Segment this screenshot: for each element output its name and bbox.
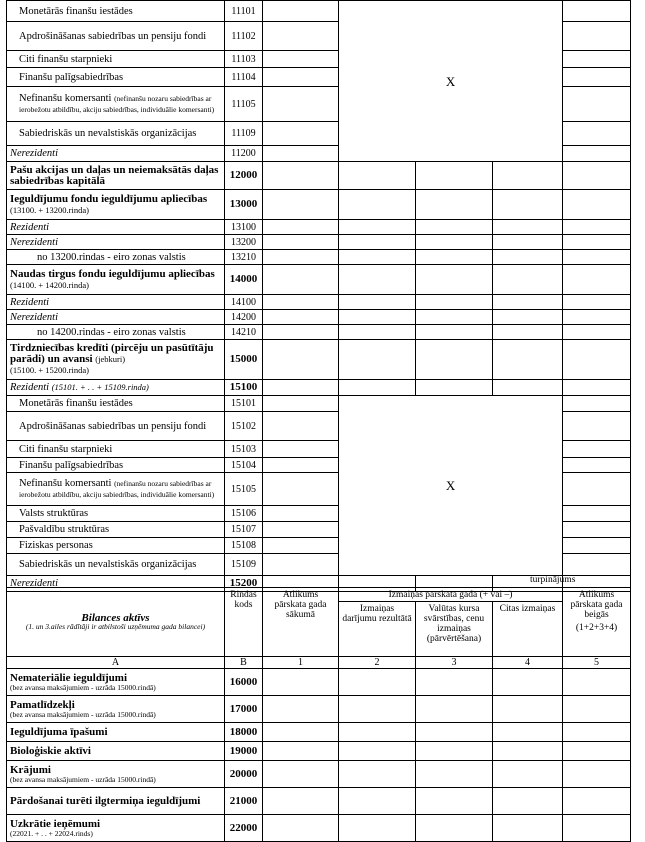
start-balance-header: Atlikums pārskata gada sākumā [263, 588, 339, 657]
row-code: 15107 [225, 522, 263, 538]
value-cell[interactable] [263, 538, 339, 554]
row-code: 15108 [225, 538, 263, 554]
value-cell[interactable] [563, 146, 631, 162]
value-cell[interactable] [339, 190, 416, 220]
value-cell[interactable] [416, 162, 493, 190]
end-balance-header: Atlikums pārskata gada beigās (1+2+3+4) [563, 588, 631, 657]
value-cell[interactable] [339, 310, 416, 325]
value-cell[interactable] [493, 162, 563, 190]
value-cell[interactable] [563, 220, 631, 235]
row-code: 11102 [225, 22, 263, 51]
value-cell[interactable] [563, 554, 631, 576]
value-cell[interactable] [263, 310, 339, 325]
value-cell[interactable] [563, 788, 631, 815]
value-cell[interactable] [263, 162, 339, 190]
row-label: Pārdošanai turēti ilgtermiņa ieguldījumi [7, 788, 225, 815]
row-note: (nefinanšu nozaru sabiedrības ar ierobežotu atbildību, akciju sabiedrības, individuālie komersanti) [19, 479, 215, 499]
value-cell[interactable] [263, 669, 339, 696]
value-cell[interactable] [339, 325, 416, 340]
row-label: Finanšu palīgsabiedrības [7, 458, 225, 473]
value-cell[interactable] [263, 1, 339, 22]
fx-header: Valūtas kursa svārstības, cenu izmaiņas (pārvērtēšana) [416, 602, 493, 657]
table-row [7, 325, 631, 340]
row-note: (15100. + 15200.rinda) [10, 365, 89, 375]
value-cell[interactable] [263, 22, 339, 51]
table-row [7, 162, 631, 190]
value-cell[interactable] [339, 742, 416, 761]
row-note: (14100. + 14200.rinda) [10, 279, 89, 290]
row-code: 11103 [225, 51, 263, 68]
value-cell[interactable] [416, 325, 493, 340]
value-cell[interactable] [563, 458, 631, 473]
row-label: Nemateriālie ieguldījumi (bez avansa maksājumiem - uzrāda 15000.rindā) [7, 669, 225, 696]
row-code: 20000 [225, 761, 263, 788]
row-note: (15101. + . . + 15109.rinda) [51, 382, 149, 392]
value-cell[interactable] [263, 506, 339, 522]
value-cell[interactable] [563, 250, 631, 265]
value-cell[interactable] [339, 815, 416, 842]
value-cell[interactable] [263, 325, 339, 340]
continuation-label: turpinājums [530, 575, 576, 585]
row-label: Nefinanšu komersanti (nefinanšu nozaru sabiedrības ar ierobežotu atbildību, akciju sabiedrības, individuālie komersanti) [7, 473, 225, 506]
row-code: 22000 [225, 815, 263, 842]
row-code: 15105 [225, 473, 263, 506]
row-code: 14000 [225, 265, 263, 295]
value-cell[interactable] [263, 190, 339, 220]
row-label: Pašvaldību struktūras [7, 522, 225, 538]
row-label: Krājumi (bez avansa maksājumiem - uzrāda 15000.rindā) [7, 761, 225, 788]
column-letters-row [7, 657, 631, 669]
value-cell[interactable] [563, 538, 631, 554]
value-cell[interactable] [263, 146, 339, 162]
value-cell[interactable] [416, 696, 493, 723]
row-label: Sabiedriskās un nevalstiskās organizācijas [7, 554, 225, 576]
value-cell[interactable] [493, 788, 563, 815]
value-cell[interactable] [493, 380, 563, 396]
row-label: Uzkrātie ieņēmumi (22021. + . . + 22024.rinds) [7, 815, 225, 842]
value-cell[interactable] [416, 669, 493, 696]
row-label: Rezidenti (15101. + . . + 15109.rinda) [7, 380, 225, 396]
balance-assets-table [6, 587, 631, 842]
value-cell[interactable] [339, 380, 416, 396]
value-cell[interactable] [493, 310, 563, 325]
row-label: no 13200.rindas - eiro zonas valstis [7, 250, 225, 265]
table-row [7, 340, 631, 380]
value-cell[interactable] [339, 235, 416, 250]
value-cell[interactable] [263, 742, 339, 761]
value-cell[interactable] [563, 68, 631, 87]
row-label: Ieguldījuma īpašumi [7, 723, 225, 742]
row-label: Citi finanšu starpnieki [7, 51, 225, 68]
value-cell[interactable] [263, 122, 339, 146]
value-cell[interactable] [563, 396, 631, 412]
row-note-inline: (jebkuri) [95, 354, 126, 364]
row-label: Nerezidenti [7, 235, 225, 250]
table-row [7, 761, 631, 788]
value-cell[interactable] [416, 220, 493, 235]
table-row [7, 742, 631, 761]
row-code: 15102 [225, 412, 263, 441]
value-cell[interactable] [263, 788, 339, 815]
row-note: (13100. + 13200.rinda) [10, 204, 89, 215]
value-cell[interactable] [416, 723, 493, 742]
value-cell[interactable] [563, 87, 631, 122]
value-cell[interactable] [263, 761, 339, 788]
cross-mark: X [339, 396, 563, 576]
table-row [7, 295, 631, 310]
row-note: (bez avansa maksājumiem - uzrāda 15000.rindā) [10, 682, 156, 692]
value-cell[interactable] [339, 250, 416, 265]
value-cell[interactable] [493, 742, 563, 761]
value-cell[interactable] [263, 340, 339, 380]
value-cell[interactable] [416, 340, 493, 380]
value-cell[interactable] [416, 310, 493, 325]
value-cell[interactable] [339, 340, 416, 380]
value-cell[interactable] [263, 473, 339, 506]
row-code: 13200 [225, 235, 263, 250]
table-row [7, 310, 631, 325]
value-cell[interactable] [563, 742, 631, 761]
value-cell[interactable] [263, 554, 339, 576]
value-cell[interactable] [563, 761, 631, 788]
value-cell[interactable] [493, 250, 563, 265]
value-cell[interactable] [339, 723, 416, 742]
table-row [7, 815, 631, 842]
value-cell[interactable] [563, 122, 631, 146]
row-note: (nefinanšu nozaru sabiedrības ar ierobežotu atbildību, akciju sabiedrības, individuālie komersanti) [19, 94, 215, 114]
value-cell[interactable] [563, 265, 631, 295]
value-cell[interactable] [493, 295, 563, 310]
code-header: Rindas kods [225, 588, 263, 657]
deals-header: Izmaiņas darījumu rezultātā [339, 602, 416, 657]
row-label: Finanšu palīgsabiedrības [7, 68, 225, 87]
table-row [7, 265, 631, 295]
column-letter: 1 [263, 657, 339, 669]
value-cell[interactable] [493, 815, 563, 842]
value-cell[interactable] [263, 265, 339, 295]
row-note: (bez avansa maksājumiem - uzrāda 15000.rindā) [10, 709, 156, 719]
balance-assets-header [7, 588, 225, 657]
column-letter: 5 [563, 657, 631, 669]
column-letter: A [7, 657, 225, 669]
value-cell[interactable] [563, 696, 631, 723]
value-cell[interactable] [563, 22, 631, 51]
row-label: Apdrošināšanas sabiedrības un pensiju fondi [7, 22, 225, 51]
value-cell[interactable] [563, 1, 631, 22]
row-label: Tirdzniecības kredīti (pircēju un pasūtītāju parādi) un avansi (jebkuri) (15100. + 15200.rinda) [7, 340, 225, 380]
value-cell[interactable] [263, 723, 339, 742]
row-label: Sabiedriskās un nevalstiskās organizācijas [7, 122, 225, 146]
table-row [7, 723, 631, 742]
value-cell[interactable] [339, 295, 416, 310]
row-code: 12000 [225, 162, 263, 190]
row-label: Pašu akcijas un daļas un neiemaksātās daļas sabiedrības kapitālā [7, 162, 225, 190]
column-letter: 4 [493, 657, 563, 669]
value-cell[interactable] [563, 412, 631, 441]
row-label: Citi finanšu starpnieki [7, 441, 225, 458]
row-code: 11200 [225, 146, 263, 162]
column-letter: 3 [416, 657, 493, 669]
value-cell[interactable] [563, 235, 631, 250]
row-code: 15101 [225, 396, 263, 412]
row-code: 14200 [225, 310, 263, 325]
row-code: 19000 [225, 742, 263, 761]
row-code: 15000 [225, 340, 263, 380]
table-row [7, 696, 631, 723]
row-code: 15103 [225, 441, 263, 458]
value-cell[interactable] [263, 522, 339, 538]
value-cell[interactable] [263, 396, 339, 412]
row-label: no 14200.rindas - eiro zonas valstis [7, 325, 225, 340]
value-cell[interactable] [493, 696, 563, 723]
value-cell[interactable] [493, 220, 563, 235]
value-cell[interactable] [563, 506, 631, 522]
value-cell[interactable] [416, 295, 493, 310]
value-cell[interactable] [563, 190, 631, 220]
table-row [7, 220, 631, 235]
value-cell[interactable] [416, 265, 493, 295]
row-code: 14210 [225, 325, 263, 340]
row-label: Monetārās finanšu iestādes [7, 1, 225, 22]
value-cell[interactable] [263, 380, 339, 396]
value-cell[interactable] [416, 761, 493, 788]
row-note: (bez avansa maksājumiem - uzrāda 15000.rindā) [10, 774, 156, 784]
value-cell[interactable] [563, 325, 631, 340]
cross-mark: X [339, 1, 563, 162]
value-cell[interactable] [416, 815, 493, 842]
row-label: Rezidenti [7, 220, 225, 235]
value-cell[interactable] [563, 473, 631, 506]
header-row [7, 588, 631, 602]
value-cell[interactable] [563, 162, 631, 190]
value-cell[interactable] [416, 742, 493, 761]
value-cell[interactable] [339, 265, 416, 295]
value-cell[interactable] [493, 723, 563, 742]
row-label: Valsts struktūras [7, 506, 225, 522]
value-cell[interactable] [493, 669, 563, 696]
row-label: Nerezidenti [7, 576, 225, 592]
value-cell[interactable] [339, 761, 416, 788]
value-cell[interactable] [416, 235, 493, 250]
value-cell[interactable] [263, 458, 339, 473]
row-label: Bioloģiskie aktīvi [7, 742, 225, 761]
row-label: Naudas tirgus fondu ieguldījumu apliecības (14100. + 14200.rinda) [7, 265, 225, 295]
table-row [7, 396, 631, 412]
value-cell[interactable] [563, 295, 631, 310]
value-cell[interactable] [563, 310, 631, 325]
table-row [7, 788, 631, 815]
row-label: Nerezidenti [7, 310, 225, 325]
table-row [7, 190, 631, 220]
value-cell[interactable] [263, 87, 339, 122]
row-code: 17000 [225, 696, 263, 723]
value-cell[interactable] [493, 325, 563, 340]
value-cell[interactable] [263, 51, 339, 68]
value-cell[interactable] [416, 788, 493, 815]
changes-header: Izmaiņas pārskata gadā (+ vai –) [339, 588, 563, 602]
table-row [7, 669, 631, 696]
table-row [7, 250, 631, 265]
value-cell[interactable] [339, 696, 416, 723]
value-cell[interactable] [493, 340, 563, 380]
row-label: Nefinanšu komersanti (nefinanšu nozaru sabiedrības ar ierobežotu atbildību, akciju sabiedrības, individuālie komersanti) [7, 87, 225, 122]
row-code: 18000 [225, 723, 263, 742]
row-code: 15106 [225, 506, 263, 522]
value-cell[interactable] [563, 340, 631, 380]
value-cell[interactable] [339, 220, 416, 235]
column-letter: B [225, 657, 263, 669]
table-row [7, 235, 631, 250]
value-cell[interactable] [339, 788, 416, 815]
table-row [7, 380, 631, 396]
value-cell[interactable] [263, 815, 339, 842]
row-label: Ieguldījumu fondu ieguldījumu apliecības (13100. + 13200.rinda) [7, 190, 225, 220]
value-cell[interactable] [563, 815, 631, 842]
financial-assets-table [6, 0, 631, 592]
row-code: 13000 [225, 190, 263, 220]
row-label: Nerezidenti [7, 146, 225, 162]
value-cell[interactable] [563, 441, 631, 458]
value-cell[interactable] [263, 696, 339, 723]
value-cell[interactable] [416, 190, 493, 220]
value-cell[interactable] [563, 669, 631, 696]
row-label: Rezidenti [7, 295, 225, 310]
other-changes-header: Citas izmaiņas [493, 602, 563, 657]
table-row [7, 1, 631, 22]
row-code: 15104 [225, 458, 263, 473]
row-label: Monetārās finanšu iestādes [7, 396, 225, 412]
row-code: 13100 [225, 220, 263, 235]
value-cell[interactable] [263, 295, 339, 310]
row-code: 11104 [225, 68, 263, 87]
row-code: 14100 [225, 295, 263, 310]
column-letter: 2 [339, 657, 416, 669]
row-label: Fiziskas personas [7, 538, 225, 554]
value-cell[interactable] [493, 235, 563, 250]
value-cell[interactable] [263, 235, 339, 250]
value-cell[interactable] [263, 250, 339, 265]
row-code: 15200 [225, 576, 263, 592]
value-cell[interactable] [339, 669, 416, 696]
value-cell[interactable] [263, 412, 339, 441]
row-code: 13210 [225, 250, 263, 265]
row-code: 16000 [225, 669, 263, 696]
row-code: 21000 [225, 788, 263, 815]
value-cell[interactable] [493, 265, 563, 295]
value-cell[interactable] [493, 761, 563, 788]
value-cell[interactable] [416, 250, 493, 265]
value-cell[interactable] [263, 220, 339, 235]
row-code: 15100 [225, 380, 263, 396]
value-cell[interactable] [563, 522, 631, 538]
row-label: Pamatlīdzekļi (bez avansa maksājumiem - uzrāda 15000.rindā) [7, 696, 225, 723]
value-cell[interactable] [339, 162, 416, 190]
balance-assets-title: Bilances aktīvs [81, 612, 150, 624]
row-code: 11109 [225, 122, 263, 146]
value-cell[interactable] [263, 441, 339, 458]
row-note: (22021. + . . + 22024.rinds) [10, 828, 93, 838]
value-cell[interactable] [263, 68, 339, 87]
value-cell[interactable] [563, 723, 631, 742]
value-cell[interactable] [416, 380, 493, 396]
row-code: 11105 [225, 87, 263, 122]
end-balance-formula: (1+2+3+4) [575, 623, 618, 633]
row-code: 15109 [225, 554, 263, 576]
value-cell[interactable] [563, 380, 631, 396]
value-cell[interactable] [563, 51, 631, 68]
row-code: 11101 [225, 1, 263, 22]
value-cell[interactable] [493, 190, 563, 220]
balance-assets-subtitle: (1. un 3.ailes rādītāji ir atbilstoši uzņēmuma gada bilancei) [25, 622, 206, 631]
row-label: Apdrošināšanas sabiedrības un pensiju fondi [7, 412, 225, 441]
